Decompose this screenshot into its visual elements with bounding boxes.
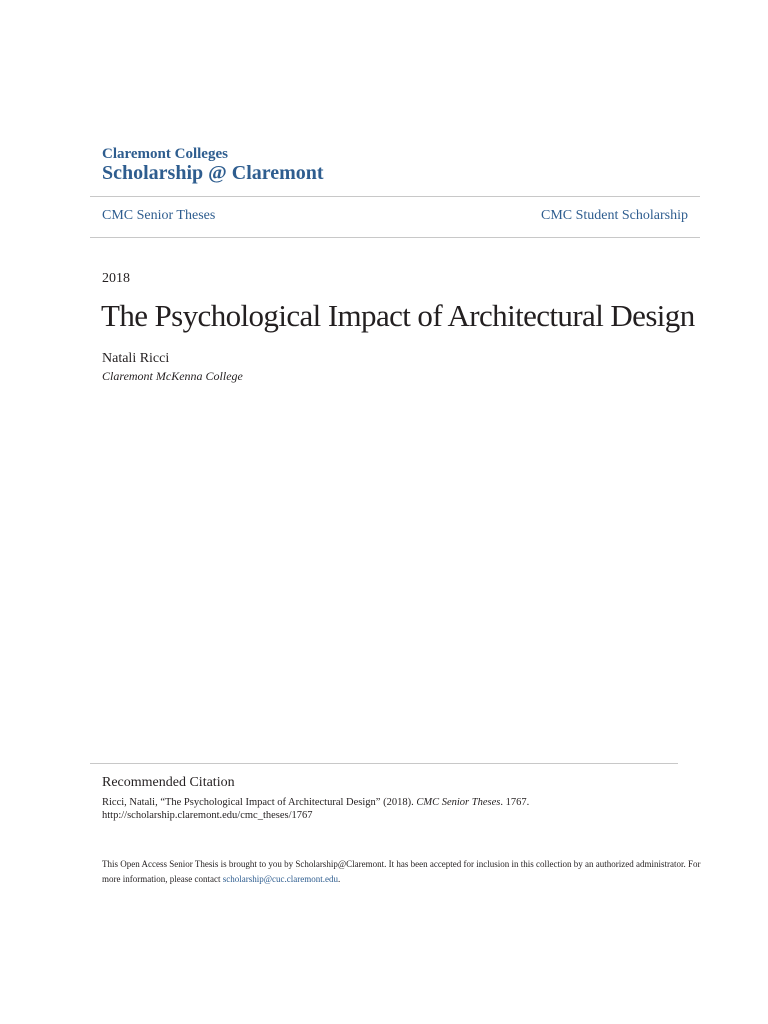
citation-part1: Ricci, Natali, “The Psychological Impact of Architectural Design” (2018). <box>102 797 414 808</box>
institution-name-small: Claremont Colleges <box>102 146 228 162</box>
publication-year: 2018 <box>102 271 130 286</box>
citation-part2: . 1767. <box>500 797 530 808</box>
series-link-cmc-student-scholarship[interactable]: CMC Student Scholarship <box>540 208 688 223</box>
open-access-notice <box>102 857 702 887</box>
contact-email-link[interactable]: scholarship@cuc.claremont.edu <box>222 874 338 884</box>
citation-series: CMC Senior Theses <box>416 797 501 808</box>
citation-url: http://scholarship.claremont.edu/cmc_theses/1767 <box>102 810 313 821</box>
author-name: Natali Ricci <box>102 351 170 366</box>
access-notice-end: . <box>337 874 341 884</box>
citation-text <box>102 796 702 822</box>
header-divider-bottom <box>90 237 700 238</box>
institution-name-large[interactable]: Scholarship @ Claremont <box>102 162 324 184</box>
citation-divider <box>90 763 678 764</box>
header-divider-top <box>90 196 700 197</box>
access-notice-text: This Open Access Senior Thesis is brought to you by Scholarship@Claremont. It has been accepted for inclusion in this collection by an authorized administrator. For more information, please contact <box>102 859 701 884</box>
citation-heading: Recommended Citation <box>102 775 235 790</box>
series-link-cmc-senior-theses[interactable]: CMC Senior Theses <box>102 208 216 223</box>
author-affiliation: Claremont McKenna College <box>102 369 243 383</box>
document-title: The Psychological Impact of Architectural Design <box>101 298 695 333</box>
